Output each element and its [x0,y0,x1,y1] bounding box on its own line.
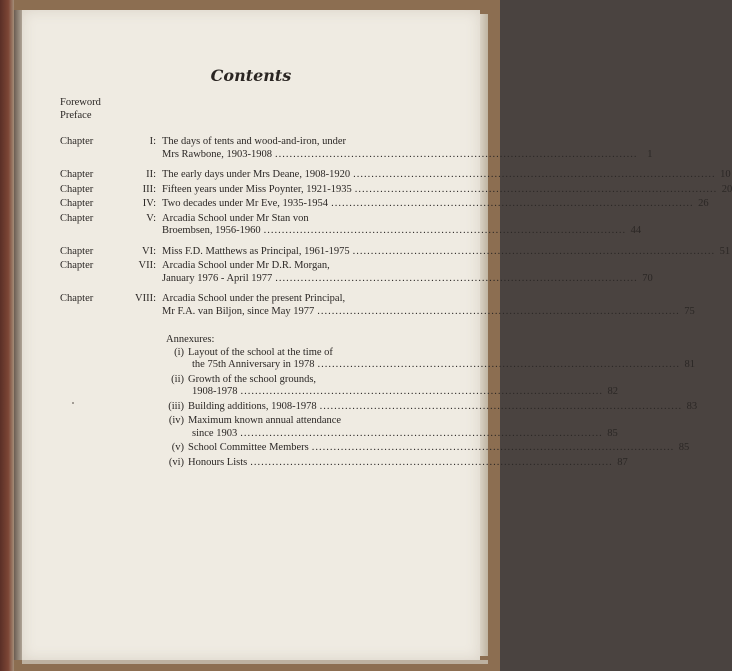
chapter-title-cont: Broembsen, 1956-1960 [162,225,261,236]
toc-annexure-2-cont [192,386,618,399]
toc-annexure-3 [166,400,698,414]
annexure-title: Growth of the school grounds, [188,373,317,385]
toc-chapter-5 [60,213,392,226]
table-of-contents [60,97,732,469]
annexure-title: Maximum known annual attendance [188,415,342,426]
toc-chapter-1 [60,136,392,149]
chapter-label: Chapter [60,212,94,224]
chapter-number: I: [149,136,156,147]
chapter-number: IV: [142,198,156,209]
front-matter-label: Preface [60,109,92,121]
annexure-title: Layout of the school at the time of [188,346,333,358]
chapter-title: Fifteen years under Miss Poynter, 1921-1935 [162,183,352,195]
annexure-number: (i) [174,346,184,358]
chapter-number: III: [142,183,156,195]
cover-binding-edge [0,0,14,671]
chapter-title: Miss F.D. Matthews as Principal, 1961-1975 [162,245,350,257]
page-number: 51 [719,245,731,257]
toc-annexure-6 [166,456,628,470]
leader-dots: .................................................................................................... [250,456,613,468]
toc-chapter-7-cont [60,272,653,286]
annexure-number: (vi) [168,456,184,468]
page-number: 83 [686,400,698,412]
page-number: 1 [647,148,653,160]
leader-dots: .................................................................................................... [353,169,716,180]
annexure-number: (iv) [168,415,184,426]
annexures-heading: Annexures: [166,334,215,345]
page-title: Contents [210,66,292,85]
front-matter-label: Foreword [60,97,101,108]
annexure-number: (ii) [171,373,184,385]
page-number: 85 [678,442,690,453]
chapter-title-cont: January 1976 - April 1977 [162,272,273,284]
toc-chapter-1-cont [60,148,653,162]
chapter-title: Arcadia School under Mr D.R. Morgan, [162,260,330,271]
chapter-label: Chapter [60,245,94,257]
chapter-number: VII: [138,260,156,271]
toc-annexure-4 [166,415,392,428]
chapter-label: Chapter [60,198,94,209]
chapter-title: Arcadia School under Mr Stan von [162,212,309,224]
annexure-title-cont: the 75th Anniversary in 1978 [192,359,315,370]
chapter-title: The days of tents and wood-and-iron, under [162,136,346,147]
chapter-title: Two decades under Mr Eve, 1935-1954 [162,198,329,209]
toc-chapter-5-cont [60,225,642,238]
page-number: 26 [698,198,709,209]
leader-dots: .................................................................................................... [331,198,694,209]
chapter-title: The early days under Mrs Deane, 1908-1920 [162,169,351,180]
toc-annexure-5 [166,442,690,455]
toc-annexure-2 [166,374,392,387]
toc-chapter-8-cont [60,305,695,319]
leader-dots: .................................................................................................... [263,225,627,236]
chapter-number: VIII: [135,293,156,304]
toc-chapter-7 [60,260,392,273]
leader-dots: .................................................................................................... [354,183,718,195]
chapter-label: Chapter [60,169,94,180]
toc-annexure-1 [166,347,392,360]
toc-annexure-1-cont [192,359,695,372]
chapter-label: Chapter [60,260,94,271]
toc-chapter-6 [60,245,731,259]
toc-preface [60,110,392,123]
page-number: 81 [684,359,695,370]
annexure-number: (v) [171,442,184,453]
page-number: 85 [607,427,618,439]
page-number: 10 [720,169,731,180]
leader-dots: .................................................................................................... [275,272,638,284]
chapter-number: VI: [142,245,156,257]
page-number: 75 [684,305,695,317]
toc-chapter-8 [60,293,392,306]
toc-chapter-2 [60,169,731,182]
toc-annexure-4-cont [192,427,618,441]
leader-dots: .................................................................................................... [317,305,680,317]
chapter-title-cont: Mr F.A. van Biljon, since May 1977 [162,305,315,317]
chapter-label: Chapter [60,293,94,304]
annexure-title: Honours Lists [188,456,248,468]
chapter-title: Arcadia School under the present Principal, [162,293,346,304]
leader-dots: .................................................................................................... [317,359,680,370]
chapter-title-cont: Mrs Rawbone, 1903-1908 [162,148,272,160]
annexure-number: (iii) [168,400,184,412]
page-bottom-edge [22,660,488,664]
chapter-label: Chapter [60,183,94,195]
page-number: 44 [630,225,642,236]
page-number: 20 [721,183,732,195]
page-number: 82 [607,386,618,397]
page-stack-edge [480,14,488,656]
page-number: 70 [642,272,653,284]
toc-chapter-3 [60,183,732,197]
chapter-number: V: [146,212,156,224]
annexure-title: Building additions, 1908-1978 [188,400,317,412]
leader-dots: .................................................................................................... [240,427,603,439]
annexure-title: School Committee Members [188,442,309,453]
chapter-label: Chapter [60,136,94,147]
leader-dots: .................................................................................................... [311,442,675,453]
toc-foreword [60,97,392,110]
page-number: 87 [617,456,628,468]
leader-dots: .................................................................................................... [319,400,683,412]
chapter-number: II: [146,169,156,180]
annexure-title-cont: 1908-1978 [192,386,238,397]
leader-dots: .................................................................................................... [274,148,638,160]
leader-dots: .................................................................................................... [352,245,716,257]
leader-dots: .................................................................................................... [240,386,603,397]
toc-chapter-4 [60,198,709,211]
annexure-title-cont: since 1903 [192,427,238,439]
